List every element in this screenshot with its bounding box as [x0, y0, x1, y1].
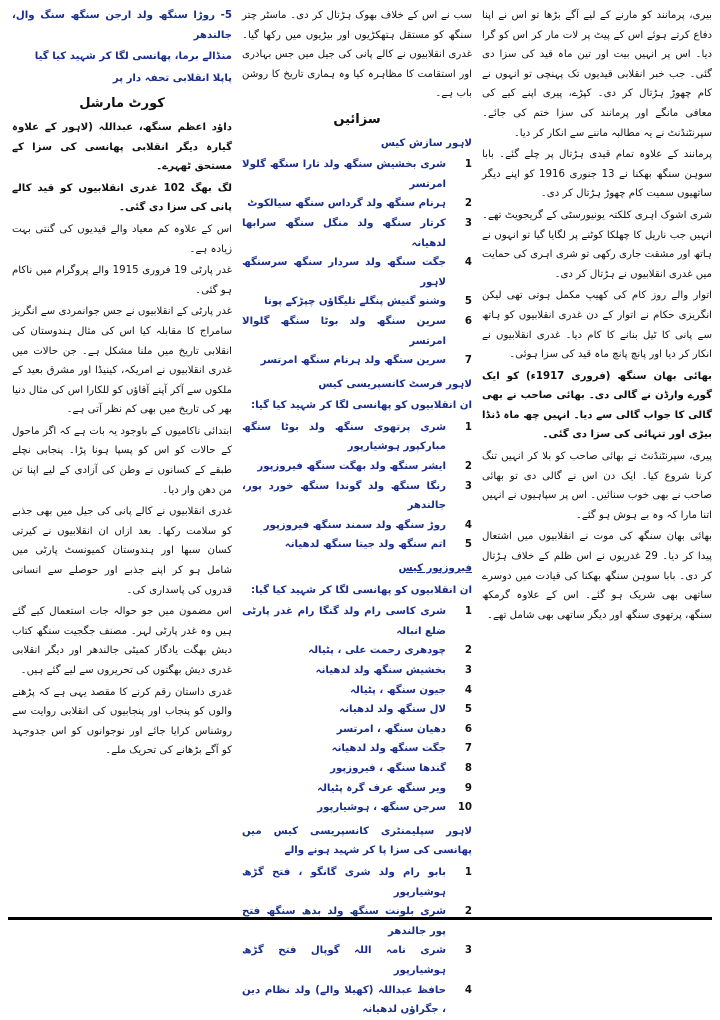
list-item-text: روڑ سنگھ ولد سمند سنگھ فیروزپور [263, 519, 446, 531]
list-item-number: 2 [464, 198, 472, 210]
list-item [242, 312, 472, 351]
list-item [242, 759, 472, 779]
second-case-note: ان انقلابیوں کو پھانسی لگا کر شہید کیا گیا: [251, 400, 472, 412]
left-paragraph-4: غدر پارٹی 19 فروری 1915 والے پروگرام میں ناکام ہو گئی۔ [12, 265, 233, 296]
list-item-number: 6 [464, 315, 472, 327]
left-paragraph-9: غدری داستان رقم کرنے کا مقصد یہی ہے کہ پڑھنے والوں کو پنجاب اور پنجابیوں کی انقلابی روایت سے روشناس کرایا جائے اور نوجوانوں کو اس جدوجہد کو آگے بڑھانے کی تحریک ملے۔ [12, 686, 232, 757]
list-item [242, 720, 472, 740]
right-paragraph-6: پیری، سپرنٹنڈنٹ نے بھائی صاحب کو بلا کر انہیں تنگ کرنا شروع کیا۔ ایک دن اس نے گالی دی تو بھائی صاحب نے بھی خوب سنائیں۔ اس پر سپاہیوں نے انہیں اتنا مارا کہ وہ بے ہوش ہو گئے۔ [482, 451, 712, 521]
list-item-text: ہرنام سنگھ ولد گرداس سنگھ سیالکوٹ [247, 198, 446, 210]
list-item-number: 4 [464, 257, 472, 269]
list-item-text: شری پرتھوی سنگھ ولد بوٹا سنگھ مبارکپور ہوشیارپور [242, 421, 446, 453]
left-paragraph-7: غدری انقلابیوں نے کالے پانی کی جیل میں بھی جذبے کو سلامت رکھا۔ بعد ازاں ان انقلابیوں نے کیرتی کسان سبھا اور ہندوستان کمیونسٹ پارٹی میں شامل ہو کر اپنے جذبے اور حوصلے سے انسانی قدروں کی پاسداری کی۔ [12, 506, 232, 596]
list-item [242, 535, 472, 555]
right-paragraph-5: بھائی بھان سنگھ (فروری 1917ء) کو ایک گورے وارڈن نے گالی دی۔ بھائی صاحب نے بھی گالی کا جواب گالی سے دیا۔ انہیں چھ ماہ ڈنڈا بیڑی اور تنہائی کی سزا دی گئی۔ [482, 370, 712, 441]
list-item [242, 194, 472, 214]
middle-intro: سب نے اس کے خلاف بھوک ہڑتال کر دی۔ ماسٹر چتر سنگھ کو مستقل ہتھکڑیوں اور بیڑیوں میں رکھا گیا۔ غدری انقلابیوں نے کالے پانی کی جیل میں جس بہادری اور استقامت کا مظاہرہ کیا وہ ہماری تاریخ کا روشن باب ہے۔ [242, 10, 472, 100]
list-item-number: 1 [464, 159, 472, 171]
list-item [242, 981, 472, 1020]
list-item-number: 3 [464, 665, 472, 676]
list-item [242, 253, 472, 292]
left-paragraph-1: داؤد اعظم سنگھ، عبداللہ (لاہور کے علاوہ گیارہ دیگر انقلابی پھانسی کی سزا کے مستحق ٹھہرے۔ [12, 121, 232, 173]
list-item-number: 7 [464, 355, 472, 367]
list-item-text: رنگا سنگھ ولد گوندا سنگھ خورد پور، جالندھر [242, 480, 446, 512]
list-item [242, 798, 472, 818]
list-item [242, 700, 472, 720]
list-item-text: بابو رام ولد شری گانگو ، فتح گڑھ ہوشیارپور [242, 866, 446, 898]
left-paragraph-3: اس کے علاوہ کم معیاد والے قیدیوں کی گنتی بہت زیادہ ہے۔ [12, 223, 232, 255]
list-item-number: 3 [464, 480, 472, 492]
list-item-number: 5 [464, 704, 472, 716]
list-item-number: 10 [457, 802, 472, 814]
list-item-number: 5 [464, 539, 472, 551]
supplementary-case-list [242, 863, 472, 1020]
list-item-number: 1 [464, 606, 472, 618]
list-item [242, 457, 472, 477]
list-item [242, 214, 472, 253]
middle-column [242, 6, 472, 1016]
list-item [242, 863, 472, 902]
list-item-text: اتم سنگھ ولد جیتا سنگھ لدھیانہ [284, 539, 446, 551]
list-item-text: وشنو گنیش پنگلے تلیگاؤں چپڑکے پونا [264, 296, 446, 308]
list-item-number: 4 [464, 984, 472, 996]
list-item-text: بخشیش سنگھ ولد لدھیانہ [315, 665, 446, 676]
list-item-number: 2 [464, 906, 472, 918]
list-item-text: کرتار سنگھ ولد منگل سنگھ سرابھا لدھیانہ [242, 217, 446, 249]
list-item-text: دھیان سنگھ ، امرتسر [336, 723, 446, 735]
second-case-title: لاہور فرسٹ کانسپریسی کیس [318, 378, 472, 390]
list-item [242, 681, 472, 701]
ferozepur-case-title: فیروزپور کیس [398, 563, 472, 575]
list-item-text: شری کاسی رام ولد گنگا رام غدر پارٹی ضلع انبالہ [242, 606, 446, 637]
list-item-number: 3 [464, 945, 472, 957]
list-item-number: 4 [464, 519, 472, 531]
list-item [242, 779, 472, 799]
bottom-rule [8, 917, 712, 920]
list-item-number: 4 [464, 684, 472, 696]
list-item [242, 661, 472, 681]
list-item [242, 351, 472, 371]
left-column [12, 6, 232, 924]
right-paragraph-2: پرمانند کے علاوہ تمام قیدی ہڑتال پر چلے گئے۔ بابا سوہن سنگھ بھکنا نے 13 جنوری 1916 کو اپنے دیگر ساتھیوں سمیت کام چھوڑ ہڑتال کر دی۔ [482, 149, 712, 200]
ferozepur-list [242, 602, 472, 818]
ferozepur-note: ان انقلابیوں کو پھانسی لگا کر شہید کیا گیا: [251, 584, 472, 596]
lahore-case-title: لاہور سازش کیس [380, 137, 472, 149]
list-item-number: 7 [464, 743, 472, 755]
list-item-number: 9 [464, 782, 472, 794]
list-item-number: 2 [464, 645, 472, 657]
right-column [482, 6, 712, 924]
list-item-text: جیون سنگھ ، پٹیالہ [350, 684, 446, 696]
court-martial-title: کورٹ مارشل [79, 96, 165, 112]
list-item-text: لال سنگھ ولد لدھیانہ [339, 704, 446, 716]
supplementary-case-title: لاہور سپلیمنٹری کانسپریسی کیس میں پھانسی کی سزا پا کر شہید ہونے والے [242, 825, 472, 857]
item-note: منڈالے برما، پھانسی لگا کر شہید کیا گیا [34, 51, 232, 63]
right-paragraph-1: بیری، پرمانند کو مارنے کے لیے آگے بڑھا تو اس نے اپنا دفاع کرتے ہوئے اس کے پیٹ پر لات مار کر اس کو گرا دیا۔ اس پر انہیں بیت اور تین ماہ قید کی سزا دی گئی۔ جب خبر انقلابی قیدیوں تک پہنچی تو انہوں نے کام چھوڑ ہڑتال کر دی۔ کپڑے، پیری اپنے کیے کی معافی مانگے اور پرمانند کی سزا ختم کی جائے۔ سپرنٹنڈنٹ نے یہ مطالبہ ماننے سے انکار کر دیا۔ [482, 10, 712, 139]
list-item-text: حافظ عبداللہ (کھیلا والے) ولد نظام دین ، جگراؤں لدھیانہ [242, 984, 446, 1016]
left-paragraph-8: اس مضمون میں جو حوالہ جات استعمال کیے گئے ہیں وہ غدر پارٹی لہر۔ مصنف جگجیت سنگھ کتاب دیش بھگت یادگار کمیٹی جالندھر اور دیگر انقلابی غدری دیش بھگتوں کی تحریروں سے لیے گئے ہیں۔ [12, 606, 232, 676]
list-item [242, 739, 472, 759]
item-sub: پاپلا انقلابی تحفہ دار پر [112, 72, 232, 84]
list-item-text: شری بلونت سنگھ ولد بدھ سنگھ فتح پور جالندھر [242, 906, 446, 937]
list-item-text: گندھا سنگھ ، فیروزپور [330, 762, 446, 774]
list-item [242, 641, 472, 661]
list-item-text: جگت سنگھ ولد سردار سنگھ سرسنگھ لاہور [242, 257, 446, 288]
list-item-number: 8 [464, 762, 472, 774]
list-item [242, 602, 472, 641]
list-item-number: 3 [464, 217, 472, 229]
list-item [242, 477, 472, 516]
item-heading: 5- روڑا سنگھ ولد ارجن سنگھ سنگ وال، جالندھر [12, 10, 232, 41]
list-item-number: 6 [464, 723, 472, 735]
list-item-number: 2 [464, 461, 472, 473]
list-item [242, 902, 472, 941]
list-item [242, 292, 472, 312]
right-paragraph-4: اتوار والے روز کام کی کھیپ مکمل ہوتی تھی لیکن انگریزی حکام نے اتوار کے دن غدری انقلابیوں کو ہاتھ سے پانی کا ٹیل بنانے کا کام دیا۔ غدری انقلابیوں نے انکار کر دیا اور پانچ پانچ ماہ قید کی سزا ہوئی۔ [482, 290, 712, 361]
list-item-text: جگت سنگھ ولد لدھیانہ [331, 743, 446, 755]
second-case-list [242, 418, 472, 555]
right-paragraph-7: بھائی بھان سنگھ کی موت نے انقلابیوں میں اشتعال پیدا کر دیا۔ 29 غدریوں نے اس ظلم کے خلاف ہڑتال کر دی۔ بابا سوہن سنگھ بھکنا کی قیادت میں دوسرے ساتھی بھی شریک ہو گئے۔ اس کے علاوہ گرمکھ سنگھ، پرتھوی سنگھ اور دیگر ساتھی بھی شامل تھے۔ [482, 531, 712, 621]
list-item-number: 1 [464, 866, 472, 878]
list-item [242, 155, 472, 194]
left-paragraph-6: ابتدائی ناکامیوں کے باوجود یہ بات ہے کہ اگر ماحول کے حالات کو اس کو پسپا ہونا پڑا۔ پنجابی نچلے طبقے کے کسانوں نے وطن کی آزادی کے لیے اپنا تن من دھن وار دیا۔ [12, 425, 232, 496]
list-item-text: ایشر سنگھ ولد بھگت سنگھ فیروزپور [257, 461, 446, 473]
list-item-text: شری نامہ اللہ گوپال فتح گڑھ ہوشیارپور [242, 945, 446, 976]
list-item-number: 1 [464, 421, 472, 433]
list-item-number: 5 [464, 296, 472, 308]
list-item-text: سرین سنگھ ولد بوٹا سنگھ گلوالا امرتسر [242, 315, 446, 347]
list-item-text: سرجن سنگھ ، ہوشیارپور [317, 802, 446, 814]
right-paragraph-3: شری اشوک اہری کلکتہ یونیورسٹی کے گریجویٹ تھے۔ انہیں جب ناریل کا چھلکا کوٹنے پر لگایا گیا تو انہوں نے ہاتھ اور مشقت جاری رکھی تو شری اہری کی حمایت میں غدری انقلابیوں نے ہڑتال کر دی۔ [482, 209, 712, 280]
list-item [242, 516, 472, 536]
left-paragraph-2: لگ بھگ 102 غدری انقلابیوں کو قید کالے پانی کی سزا دی گئی۔ [12, 182, 232, 214]
left-paragraph-5: غدر پارٹی کے انقلابیوں نے جس جوانمردی سے انگریز سامراج کا مقابلہ کیا اس کی مثال ہندوستان کی انقلابی تاریخ میں ملنا مشکل ہے۔ جن حالات میں غدری انقلابیوں نے امریکہ، کینیڈا اور مشرق بعید کے ملکوں سے آکر آپنے آقاؤں کو للکارا اس کی مثال دنیا بھر کی تاریخ میں بھی کم نظر آتی ہے۔ [12, 306, 232, 416]
list-item-text: سرین سنگھ ولد ہرنام سنگھ امرتسر [260, 355, 446, 367]
list-item-text: شری بخشیش سنگھ ولد تارا سنگھ گلولا امرتسر [242, 159, 446, 190]
list-item [242, 418, 472, 457]
lahore-case-list [242, 155, 472, 371]
list-item-text: ویر سنگھ عرف گرہ پٹیالہ [317, 782, 446, 794]
list-item [242, 941, 472, 980]
section-title-sentences: سزائیں [333, 111, 381, 127]
list-item-text: چودھری رحمت علی ، پٹیالہ [308, 645, 446, 657]
